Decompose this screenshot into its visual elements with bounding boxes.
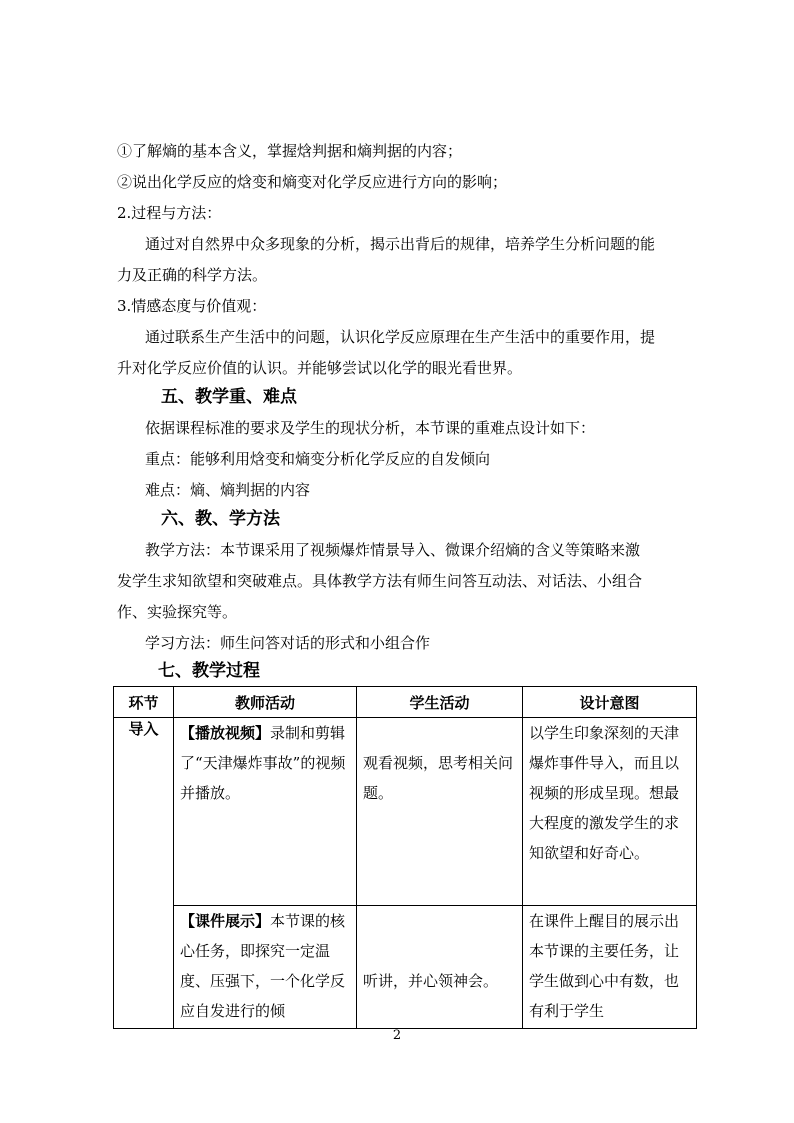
stage-intro: 导入 bbox=[114, 718, 174, 1029]
student-activity-cell bbox=[357, 718, 523, 906]
section-5-intro: 依据课程标准的要求及学生的现状分析，本节课的重难点设计如下： bbox=[145, 419, 596, 437]
section-5-key-point: 重点：能够利用焓变和熵变分析化学反应的自发倾向 bbox=[145, 450, 491, 468]
teacher-activity-cell bbox=[174, 906, 357, 1029]
header-teacher-activity: 教师活动 bbox=[174, 687, 357, 718]
page-number: 2 bbox=[392, 1028, 402, 1043]
teaching-method-line-3: 作、实验探究等。 bbox=[117, 603, 238, 621]
table-row bbox=[114, 906, 697, 1029]
section-5-heading: 五、教学重、难点 bbox=[161, 387, 297, 407]
design-intent-text: 在课件上醒目的展示出本节课的主要任务，让学生做到心中有数，也有利于学生 bbox=[529, 912, 680, 1020]
section-7-heading: 七、教学过程 bbox=[158, 661, 260, 681]
header-student-activity: 学生活动 bbox=[357, 687, 523, 718]
header-stage: 环节 bbox=[114, 687, 174, 718]
design-intent-cell bbox=[523, 718, 697, 906]
teacher-activity-text: 录制和剪辑了“天津爆炸事故”的视频并播放。 bbox=[180, 724, 346, 802]
teacher-activity-text: 本节课的核心任务，即探究一定温度、压强下，一个化学反应自发进行的倾 bbox=[180, 912, 346, 1020]
header-design-intent: 设计意图 bbox=[523, 687, 697, 718]
process-method-line-2: 力及正确的科学方法。 bbox=[117, 266, 268, 284]
section-5-difficulty: 难点：熵、熵判据的内容 bbox=[145, 481, 311, 499]
teacher-activity-tag: 【课件展示】 bbox=[180, 912, 271, 930]
process-method-title: 2.过程与方法： bbox=[117, 204, 222, 222]
student-activity-text: 听讲，并心领神会。 bbox=[363, 972, 499, 990]
learning-method: 学习方法：师生问答对话的形式和小组合作 bbox=[145, 634, 431, 652]
design-intent-text: 以学生印象深刻的天津爆炸事件导入，而且以视频的形成呈现。想最大程度的激发学生的求知欲望和好奇心。 bbox=[529, 724, 680, 862]
teaching-method-line-1: 教学方法：本节课采用了视频爆炸情景导入、微课介绍熵的含义等策略来激 bbox=[145, 541, 641, 559]
goal-item-2: ②说出化学反应的焓变和熵变对化学反应进行方向的影响； bbox=[117, 173, 508, 191]
emotion-line-2: 升对化学反应价值的认识。并能够尝试以化学的眼光看世界。 bbox=[117, 359, 523, 377]
design-intent-cell bbox=[523, 906, 697, 1029]
emotion-line-1: 通过联系生产生活中的问题，认识化学反应原理在生产生活中的重要作用，提 bbox=[145, 328, 656, 346]
student-activity-text: 观看视频，思考相关问题。 bbox=[363, 754, 514, 802]
emotion-title: 3.情感态度与价值观： bbox=[117, 297, 267, 315]
teaching-method-line-2: 发学生求知欲望和突破难点。具体教学方法有师生问答互动法、对话法、小组合 bbox=[117, 572, 643, 590]
student-activity-cell bbox=[357, 906, 523, 1029]
teacher-activity-cell bbox=[174, 718, 357, 906]
teaching-process-table bbox=[113, 686, 697, 1029]
section-6-heading: 六、教、学方法 bbox=[161, 509, 280, 529]
process-method-line-1: 通过对自然界中众多现象的分析，揭示出背后的规律，培养学生分析问题的能 bbox=[145, 235, 656, 253]
table-row bbox=[114, 718, 697, 906]
goal-item-1: ①了解熵的基本含义，掌握焓判据和熵判据的内容； bbox=[117, 142, 463, 160]
table-header-row bbox=[114, 687, 697, 718]
teacher-activity-tag: 【播放视频】 bbox=[180, 724, 271, 742]
